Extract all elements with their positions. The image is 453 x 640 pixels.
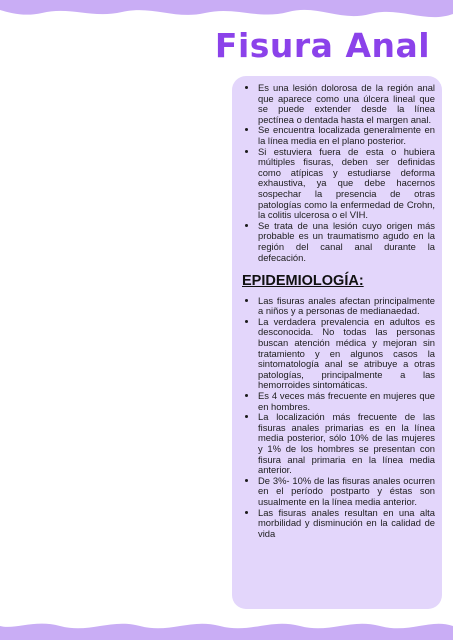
intro-list [242, 83, 435, 263]
list-item: • La verdadera prevalencia en adultos es desconocida. No todas las personas buscan atención médica y mejoran sin tratamiento y en algunos casos la sintomatología anal se atribuye a otras patologías, principalmente a las hemorroides sintomáticas. [258, 317, 435, 391]
list-item: • Las fisuras anales afectan principalmente a niños y a personas de medianaedad. [258, 296, 435, 317]
bottom-wave-decoration [0, 614, 453, 640]
list-item: • La localización más frecuente de las fisuras anales primarias es en la línea media posterior, sólo 10% de las mujeres y 1% de los hombres se presentan con fisura anal primaria en la línea media anterior. [258, 412, 435, 476]
epidemiology-heading: EPIDEMIOLOGÍA: [242, 273, 364, 290]
list-item: • De 3%- 10% de las fisuras anales ocurren en el período postparto y éstas son usualmente en la línea media anterior. [258, 476, 435, 508]
list-item: • Las fisuras anales resultan en una alta morbilidad y disminución en la calidad de vida [258, 508, 435, 540]
content-area [242, 83, 435, 539]
list-item: • Si estuviera fuera de esta o hubiera múltiples fisuras, deben ser definidas como atípicas y estudiarse deforma exhaustiva, ya que debe hacernos sospechar la presencia de otras patologías como la enfermedad de Crohn, la colitis ulcerosa o el VIH. [258, 147, 435, 221]
epidemiology-list [242, 296, 435, 540]
list-item: • Es 4 veces más frecuente en mujeres que en hombres. [258, 391, 435, 412]
page-title: Fisura Anal [214, 26, 431, 65]
list-item: • Se encuentra localizada generalmente en la línea media en el plano posterior. [258, 125, 435, 146]
list-item: • Se trata de una lesión cuyo origen más probable es un traumatismo agudo en la región del canal anal durante la defecación. [258, 221, 435, 263]
list-item: • Es una lesión dolorosa de la región anal que aparece como una úlcera lineal que se puede extender desde la línea pectínea o dentada hasta el margen anal. [258, 83, 435, 125]
